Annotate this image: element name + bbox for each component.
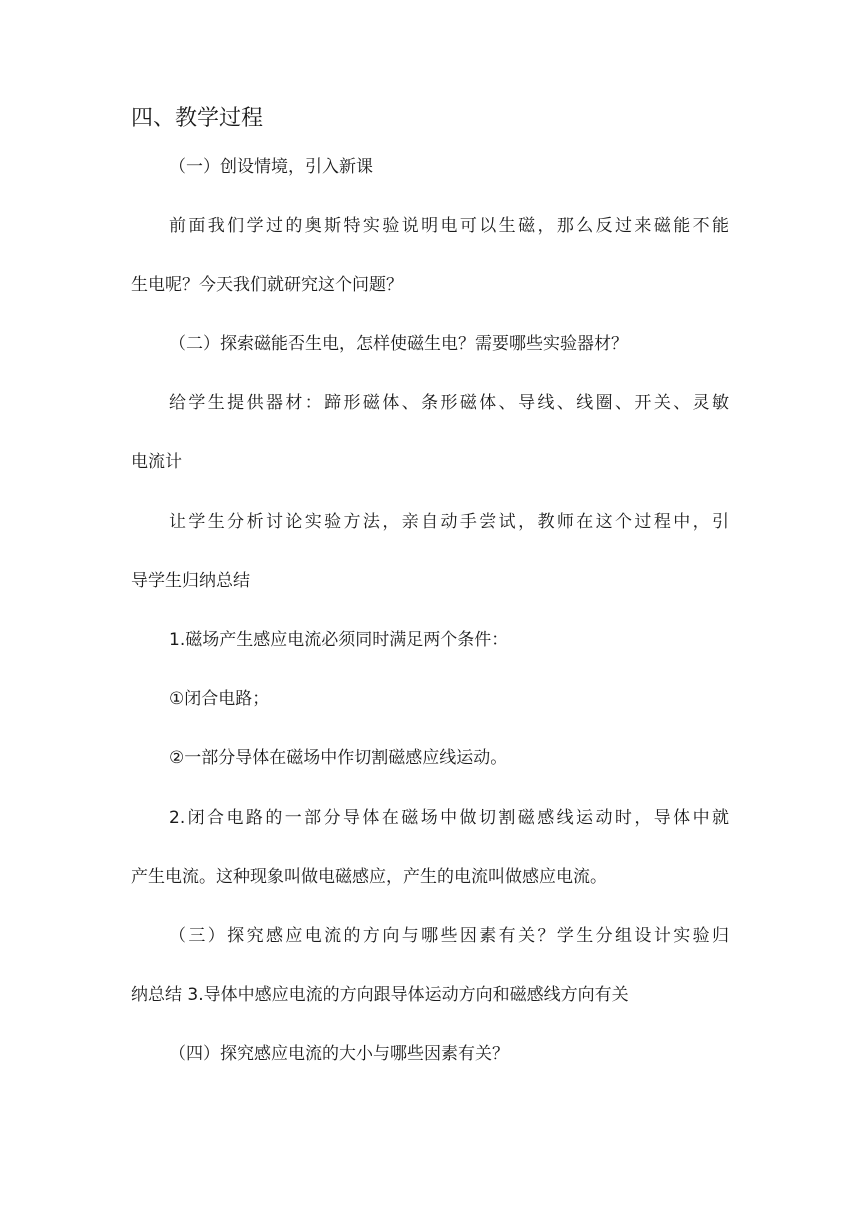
paragraph-3-line-1: 让学生分析讨论实验方法，亲自动手尝试，教师在这个过程中，引 xyxy=(169,512,729,532)
paragraph-2-line-1: 给学生提供器材：蹄形磁体、条形磁体、导线、线圈、开关、灵敏 xyxy=(169,393,729,413)
section-heading: 四、教学过程 xyxy=(131,106,264,131)
condition-1: ①闭合电路； xyxy=(169,689,270,709)
paragraph-2-line-2: 电流计 xyxy=(131,452,182,472)
subsection-3-line-2: 纳总结 3.导体中感应电流的方向跟导体运动方向和磁感线方向有关 xyxy=(131,985,629,1005)
subsection-1-title: （一）创设情境，引入新课 xyxy=(169,157,373,177)
paragraph-3-line-2: 导学生归纳总结 xyxy=(131,571,250,591)
conclusion-2-line-1: 2.闭合电路的一部分导体在磁场中做切割磁感线运动时，导体中就 xyxy=(169,808,729,828)
subsection-3-line-1: （三）探究感应电流的方向与哪些因素有关？学生分组设计实验归 xyxy=(169,926,729,946)
conclusion-1: 1.磁场产生感应电流必须同时满足两个条件： xyxy=(169,630,509,650)
subsection-2-title: （二）探索磁能否生电，怎样使磁生电？需要哪些实验器材？ xyxy=(169,334,628,354)
conclusion-2-line-2: 产生电流。这种现象叫做电磁感应，产生的电流叫做感应电流。 xyxy=(131,867,607,887)
subsection-4-title: （四）探究感应电流的大小与哪些因素有关？ xyxy=(169,1044,509,1064)
paragraph-1-line-2: 生电呢？今天我们就研究这个问题？ xyxy=(131,275,403,295)
paragraph-1-line-1: 前面我们学过的奥斯特实验说明电可以生磁，那么反过来磁能不能 xyxy=(169,216,729,236)
condition-2: ②一部分导体在磁场中作切割磁感应线运动。 xyxy=(169,748,508,768)
